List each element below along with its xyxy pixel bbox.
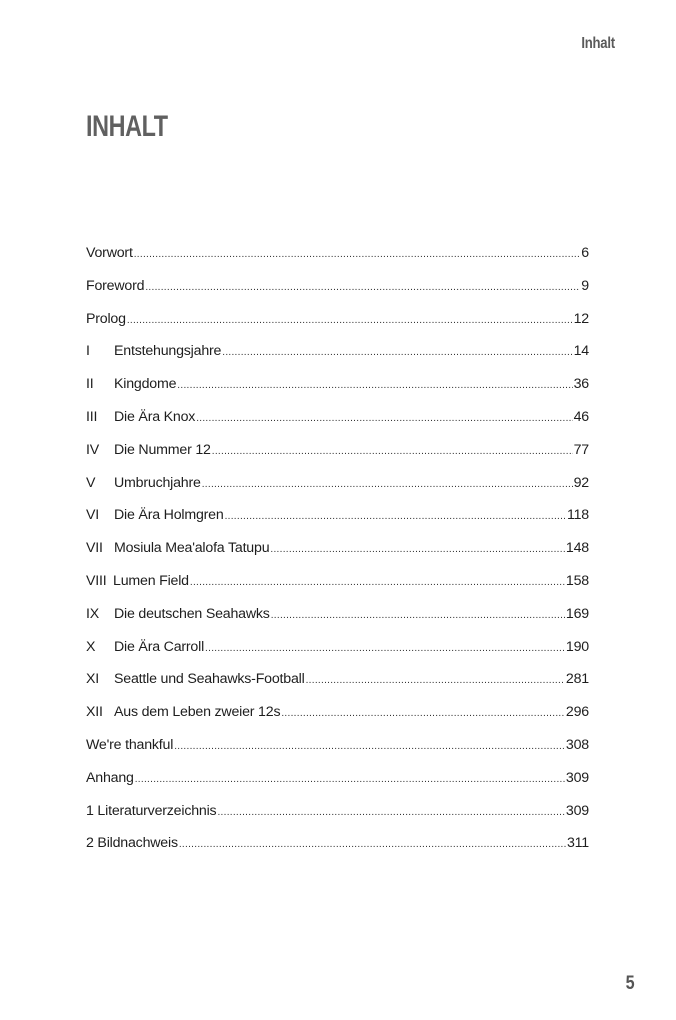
toc-entry-label: Die Ära Holmgren bbox=[114, 507, 224, 524]
toc-entry-chapter-11[interactable] bbox=[86, 669, 589, 702]
toc-page-number: 46 bbox=[573, 408, 589, 425]
dot-leader bbox=[225, 507, 566, 527]
toc-entry-foreword[interactable] bbox=[86, 276, 589, 309]
toc-page-number: 190 bbox=[565, 638, 589, 655]
toc-entry-label: Aus dem Leben zweier 12s bbox=[114, 704, 281, 721]
chapter-numeral: V bbox=[86, 474, 96, 491]
dot-leader bbox=[135, 770, 565, 790]
toc-page-number: 36 bbox=[573, 376, 589, 393]
dot-leader bbox=[271, 606, 565, 626]
chapter-numeral: II bbox=[86, 376, 94, 393]
toc-entry-label: Die Ära Knox bbox=[114, 408, 196, 425]
dot-leader bbox=[174, 737, 565, 757]
toc-entry-chapter-12[interactable] bbox=[86, 702, 589, 735]
toc-page-number: 6 bbox=[581, 245, 589, 261]
toc-entry-chapter-6[interactable] bbox=[86, 505, 589, 538]
toc-page-number: 92 bbox=[573, 474, 589, 491]
dot-leader bbox=[177, 376, 572, 396]
toc-page-number: 14 bbox=[573, 343, 589, 360]
dot-leader bbox=[212, 442, 573, 462]
toc-page-number: 309 bbox=[565, 802, 589, 819]
dot-leader bbox=[179, 835, 566, 855]
dot-leader bbox=[145, 278, 580, 298]
toc-page-number: 296 bbox=[565, 704, 589, 721]
running-head: Inhalt bbox=[581, 35, 615, 52]
toc-page-number: 169 bbox=[565, 605, 589, 622]
dot-leader bbox=[222, 343, 572, 363]
toc-entry-label: Prolog bbox=[86, 310, 126, 327]
toc-entry-chapter-5[interactable] bbox=[86, 473, 589, 506]
toc-entry-label: Lumen Field bbox=[113, 572, 189, 589]
chapter-numeral: IV bbox=[86, 441, 100, 458]
toc-page-number: 158 bbox=[565, 572, 589, 589]
toc-entry-chapter-2[interactable] bbox=[86, 374, 589, 407]
dot-leader bbox=[217, 803, 564, 823]
toc-entry-label: Anhang bbox=[86, 769, 134, 786]
toc-page-number: 311 bbox=[566, 835, 589, 852]
toc-entry-label: Entstehungsjahre bbox=[114, 343, 222, 360]
toc-entry-label: Die Ära Carroll bbox=[114, 638, 205, 655]
toc-entry-label: Seattle und Seahawks-Football bbox=[114, 671, 305, 688]
toc-entry-label: 1 Literaturverzeichnis bbox=[86, 802, 217, 819]
chapter-numeral: VI bbox=[86, 507, 100, 524]
toc-entry-label: We're thankful bbox=[86, 736, 174, 753]
dot-leader bbox=[306, 671, 565, 691]
toc-entry-chapter-3[interactable] bbox=[86, 407, 589, 440]
chapter-numeral: XI bbox=[86, 671, 100, 688]
table-of-contents bbox=[86, 243, 589, 866]
toc-entry-chapter-7[interactable] bbox=[86, 538, 589, 571]
dot-leader bbox=[202, 475, 573, 495]
toc-entry-label: Umbruchjahre bbox=[114, 474, 201, 491]
toc-entry-label: Die deutschen Seahawks bbox=[114, 605, 270, 622]
toc-entry-label: 2 Bildnachweis bbox=[86, 835, 178, 852]
chapter-numeral: III bbox=[86, 408, 98, 425]
toc-entry-chapter-8[interactable] bbox=[86, 571, 589, 604]
toc-entry-chapter-10[interactable] bbox=[86, 637, 589, 670]
toc-entry-chapter-1[interactable] bbox=[86, 341, 589, 374]
toc-page-number: 77 bbox=[573, 441, 589, 458]
toc-page-number: 9 bbox=[581, 277, 589, 294]
dot-leader bbox=[134, 245, 581, 265]
toc-page-number: 309 bbox=[565, 769, 589, 786]
toc-page-number: 281 bbox=[565, 671, 589, 688]
toc-entry-label: Kingdome bbox=[114, 376, 177, 393]
toc-entry-anhang[interactable] bbox=[86, 768, 589, 801]
toc-entry-bildnachweis[interactable] bbox=[86, 833, 589, 866]
toc-entry-label: Vorwort bbox=[86, 245, 133, 261]
toc-page-number: 12 bbox=[573, 310, 589, 327]
chapter-numeral: VIII bbox=[86, 572, 107, 589]
toc-entry-prolog[interactable] bbox=[86, 309, 589, 342]
dot-leader bbox=[270, 540, 565, 560]
toc-entry-chapter-4[interactable] bbox=[86, 440, 589, 473]
dot-leader bbox=[281, 704, 565, 724]
page-title: INHALT bbox=[86, 110, 168, 143]
page-number: 5 bbox=[626, 973, 635, 994]
chapter-numeral: IX bbox=[86, 605, 100, 622]
toc-entry-literaturverzeichnis[interactable] bbox=[86, 801, 589, 834]
toc-entry-chapter-9[interactable] bbox=[86, 604, 589, 637]
toc-entry-vorwort[interactable] bbox=[86, 243, 589, 276]
dot-leader bbox=[190, 573, 565, 593]
chapter-numeral: VII bbox=[86, 540, 103, 557]
chapter-numeral: X bbox=[86, 638, 96, 655]
toc-entry-label: Die Nummer 12 bbox=[114, 441, 211, 458]
dot-leader bbox=[127, 311, 573, 331]
toc-entry-thankful[interactable] bbox=[86, 735, 589, 768]
chapter-numeral: I bbox=[86, 343, 90, 360]
chapter-numeral: XII bbox=[86, 704, 103, 721]
dot-leader bbox=[196, 409, 572, 429]
toc-page-number: 308 bbox=[565, 736, 589, 753]
toc-page-number: 148 bbox=[565, 540, 589, 557]
toc-entry-label: Foreword bbox=[86, 277, 145, 294]
toc-page-number: 118 bbox=[566, 507, 589, 524]
dot-leader bbox=[205, 639, 565, 659]
toc-entry-label: Mosiula Mea'alofa Tatupu bbox=[114, 540, 270, 557]
